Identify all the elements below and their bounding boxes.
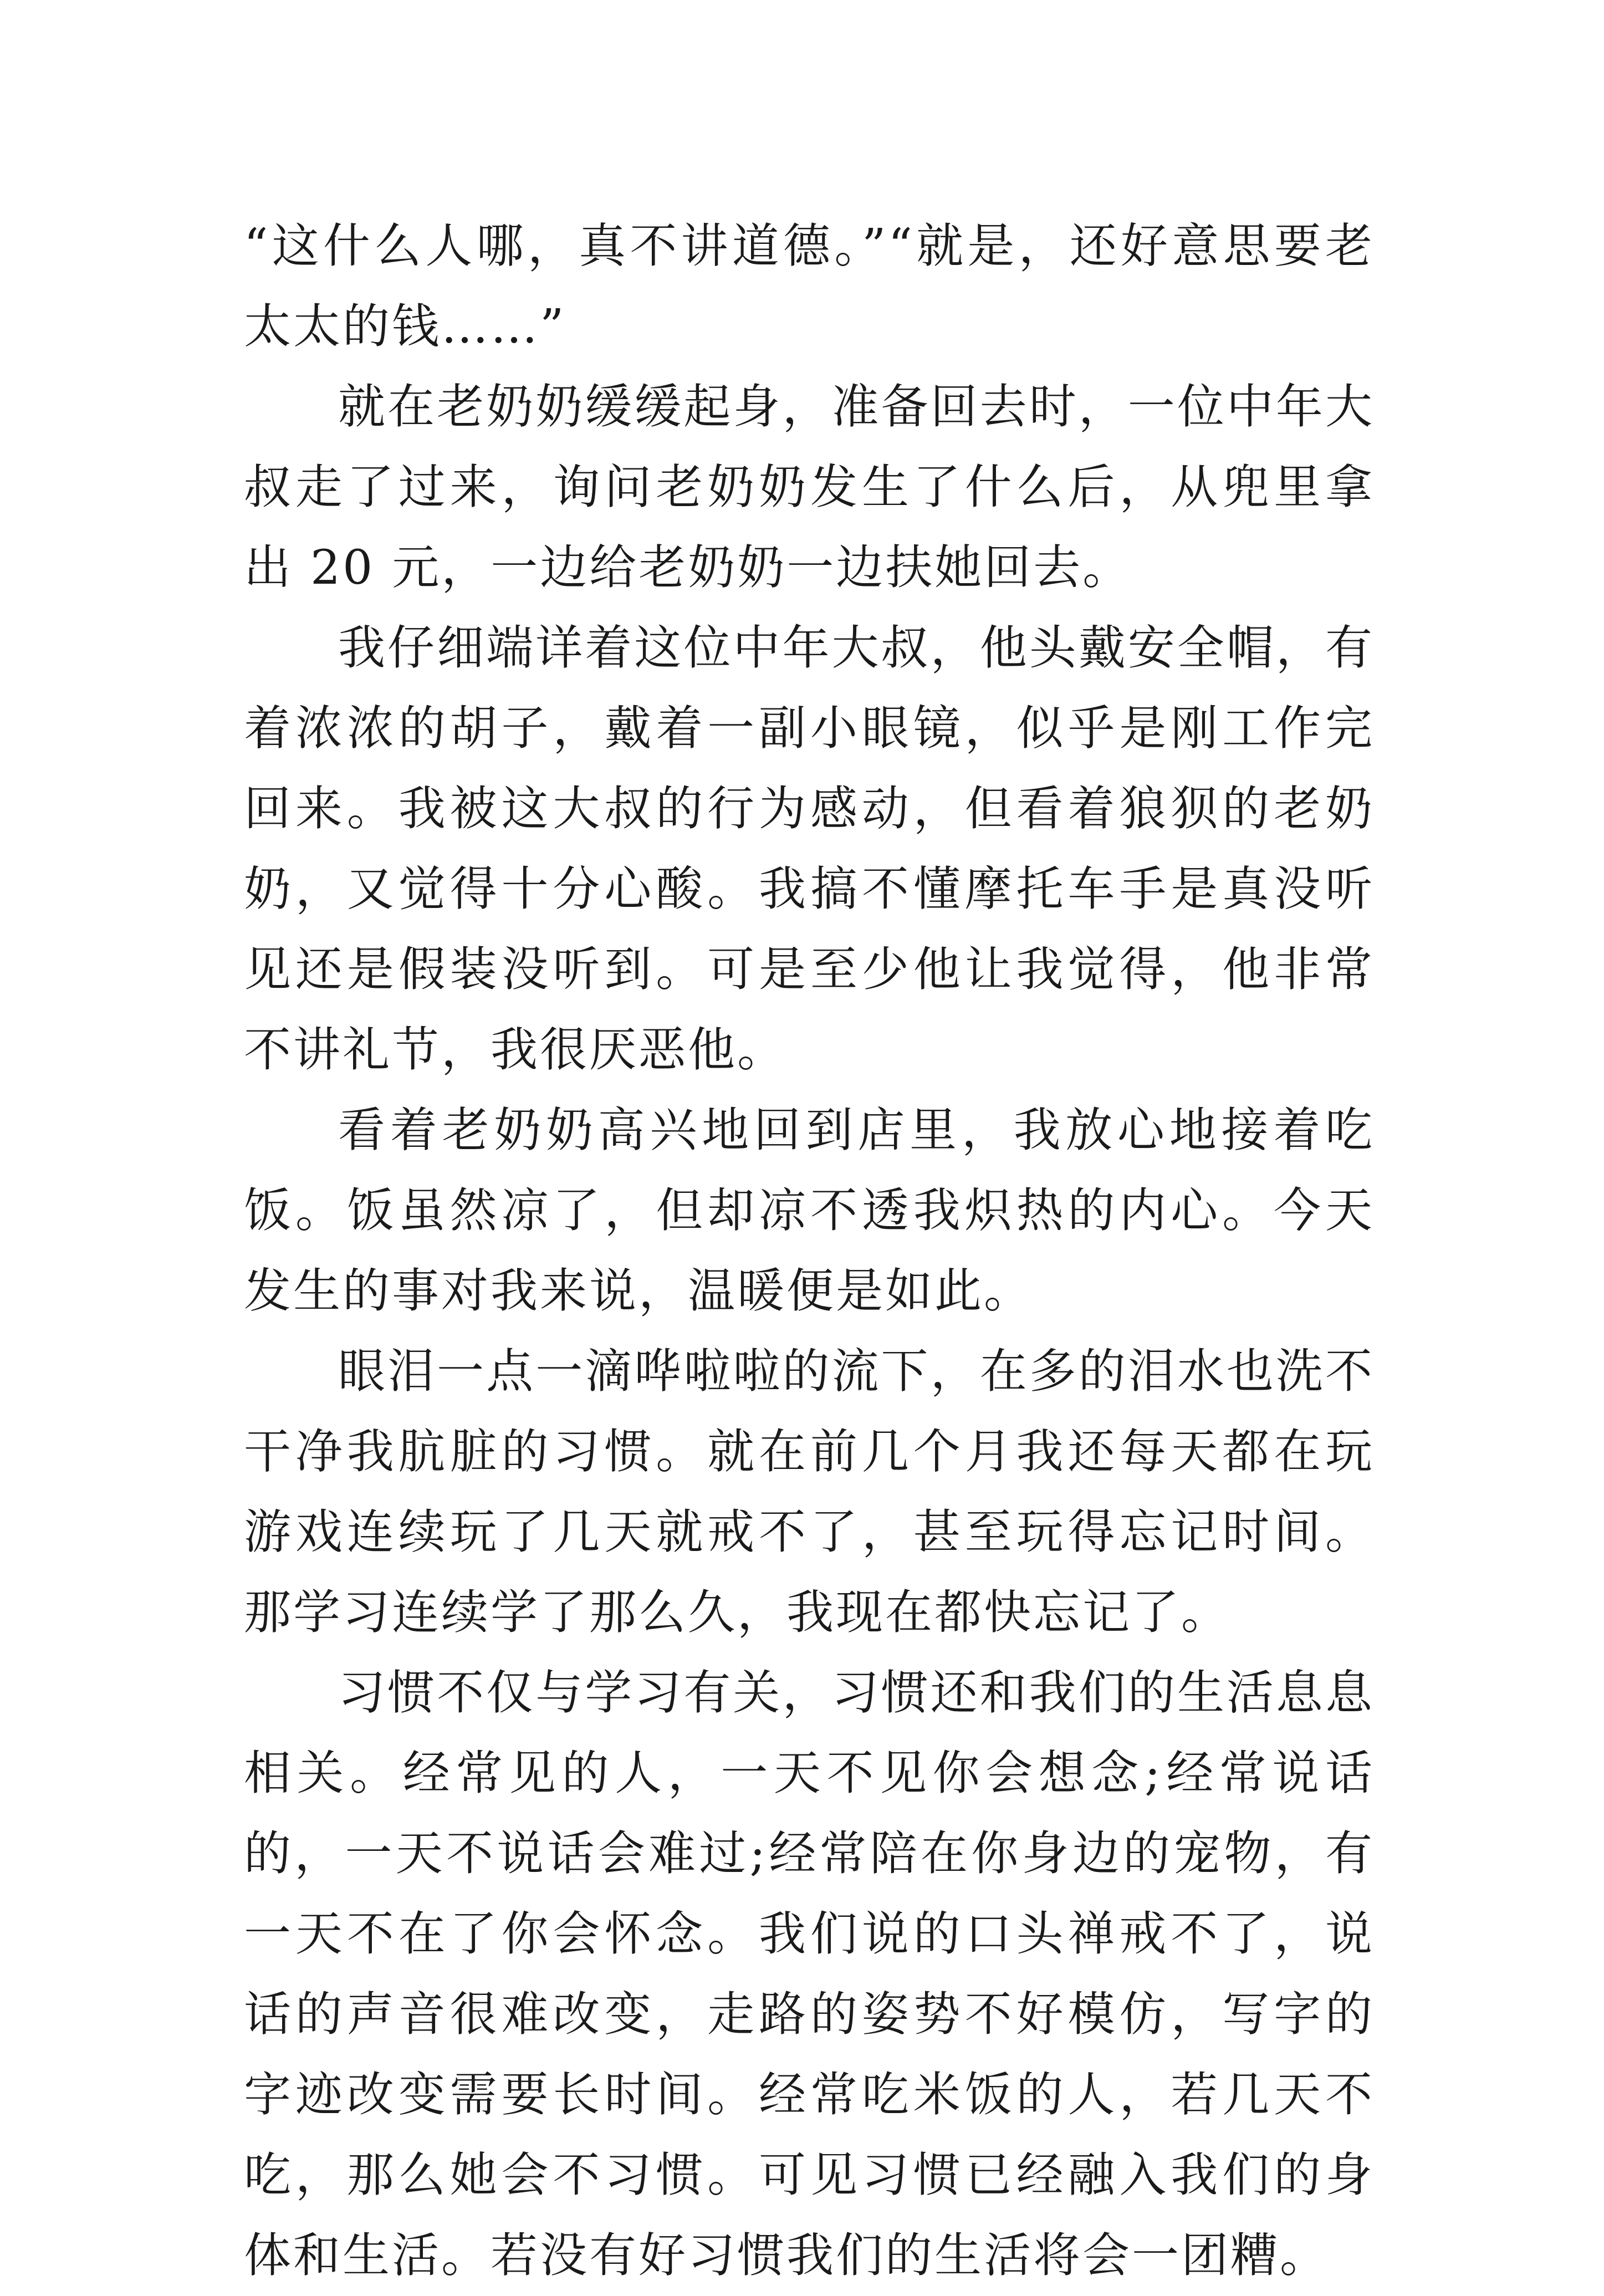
paragraph-3: 我仔细端详着这位中年大叔，他头戴安全帽，有着浓浓的胡子，戴着一副小眼镜，似乎是刚工作完回来。我被这大叔的行为感动，但看着狼狈的老奶奶，又觉得十分心酸。我搞不懂摩托车手是真没听见还是假装没听到。可是至少他让我觉得，他非常不讲礼节，我很厌恶他。 [244,621,1375,1078]
paragraph-1: “这什么人哪，真不讲道德。”“就是，还好意思要老太太的钱……” [244,219,1375,354]
paragraph-2: 就在老奶奶缓缓起身，准备回去时，一位中年大叔走了过来，询问老奶奶发生了什么后，从兜里拿出 20 元，一边给老奶奶一边扶她回去。 [244,380,1375,595]
body-text [244,206,1375,2296]
paragraph-6: 习惯不仅与学习有关，习惯还和我们的生活息息相关。经常见的人，一天不见你会想念;经常说话的，一天不说话会难过;经常陪在你身边的宠物，有一天不在了你会怀念。我们说的口头禅戒不了，说话的声音很难改变，走路的姿势不好模仿，写字的字迹改变需要长时间。经常吃米饭的人，若几天不吃，那么她会不习惯。可见习惯已经融入我们的身体和生活。若没有好习惯我们的生活将会一团糟。 [244,1666,1375,2283]
paragraph-4: 看着老奶奶高兴地回到店里，我放心地接着吃饭。饭虽然凉了，但却凉不透我炽热的内心。今天发生的事对我来说，温暖便是如此。 [244,1103,1375,1319]
paragraph-5: 眼泪一点一滴哗啦啦的流下，在多的泪水也洗不干净我肮脏的习惯。就在前几个月我还每天都在玩游戏连续玩了几天就戒不了，甚至玩得忘记时间。那学习连续学了那么久，我现在都快忘记了。 [244,1344,1375,1640]
